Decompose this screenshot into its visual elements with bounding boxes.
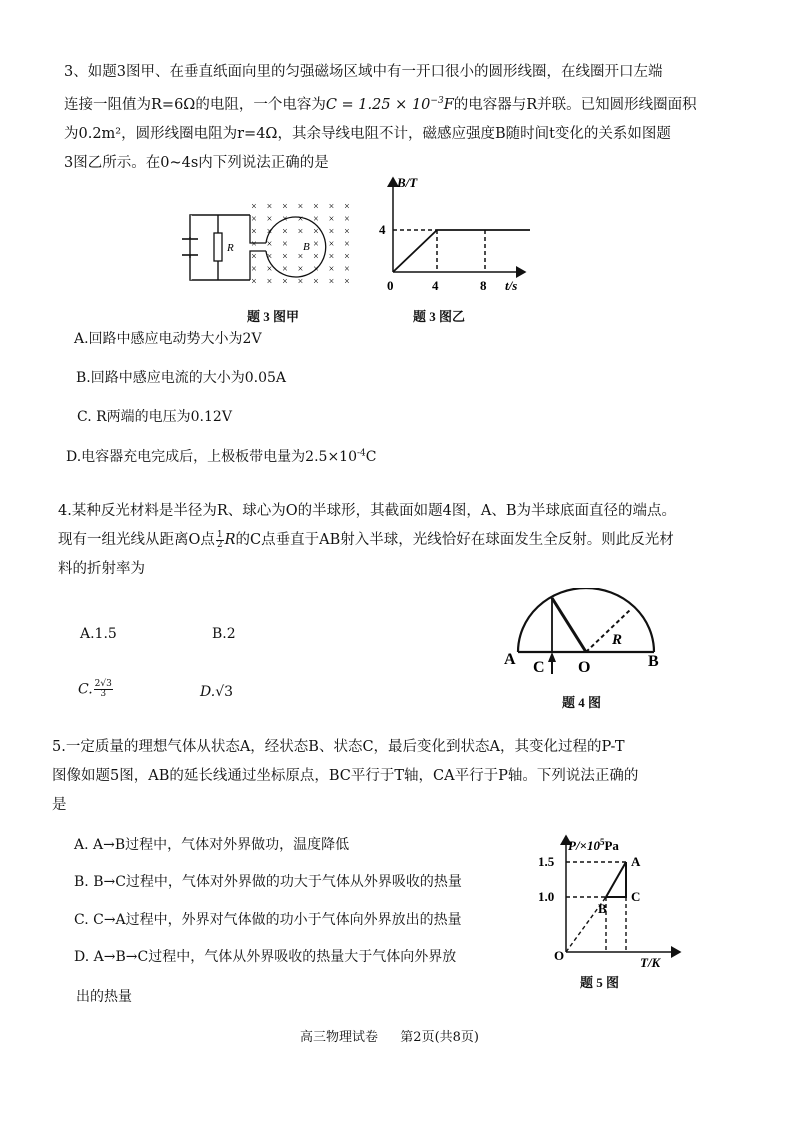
y-tick-4: 4 bbox=[379, 222, 386, 237]
field-cross-mark: × bbox=[344, 238, 350, 250]
x-tick-8: 8 bbox=[480, 278, 487, 293]
q4-line-2b: 的C点垂直于AB射入半球，光线恰好在球面发生全反射。则此反光材 bbox=[235, 532, 674, 548]
q4-frac-num: 1 bbox=[216, 529, 223, 540]
q4-option-d-value: √3 bbox=[215, 684, 234, 700]
origin-label: 0 bbox=[387, 278, 394, 293]
q3-figure-b bbox=[375, 172, 535, 302]
q4-line-3: 料的折射率为 bbox=[58, 561, 145, 577]
footer bbox=[300, 1026, 479, 1045]
q4-radius-symbol: R bbox=[224, 532, 236, 548]
q3-option-d-text: D.电容器充电完成后，上极板带电量为2.5×10 bbox=[66, 449, 357, 465]
q5-option-a[interactable]: A. A→B过程中，气体对外界做功，温度降低 bbox=[74, 837, 350, 853]
x-axis-label: t/s bbox=[505, 278, 518, 293]
q4-option-d-label: D. bbox=[200, 684, 216, 700]
p-axis-label-b: Pa bbox=[604, 838, 619, 853]
resistor-label: R bbox=[227, 242, 234, 254]
q3-figure-a bbox=[180, 195, 360, 295]
p-axis-label-a: P/×10 bbox=[568, 838, 600, 853]
q3-cap-value: C = 1.25 × 10 bbox=[325, 96, 431, 113]
q4-frac-den: 2 bbox=[216, 539, 223, 550]
field-cross-mark: × bbox=[297, 263, 304, 275]
t-axis-label: T/K bbox=[640, 955, 661, 970]
q5-line-3: 是 bbox=[52, 797, 67, 813]
field-cross-mark: × bbox=[251, 213, 257, 225]
field-cross-mark: × bbox=[251, 251, 257, 263]
field-cross-mark: × bbox=[313, 201, 319, 213]
q5-figure bbox=[530, 830, 705, 975]
q3-stem bbox=[64, 58, 744, 178]
q4-fraction bbox=[216, 531, 224, 550]
field-cross-mark: × bbox=[282, 251, 288, 263]
field-cross-mark: × bbox=[282, 226, 288, 238]
q3-option-d[interactable] bbox=[66, 446, 376, 466]
field-cross-mark: × bbox=[282, 238, 288, 250]
p-axis-label-exp: 5 bbox=[599, 837, 605, 847]
p-axis-label bbox=[568, 837, 619, 853]
p-tick-1-0: 1.0 bbox=[538, 889, 555, 904]
q4-figure-caption: 题 4 图 bbox=[562, 695, 602, 710]
q4-line-2a: 现有一组光线从距离O点 bbox=[58, 532, 215, 548]
field-cross-mark: × bbox=[328, 226, 335, 238]
field-cross-mark: × bbox=[251, 263, 257, 275]
q4-option-b[interactable]: B.2 bbox=[212, 626, 236, 642]
cycle-path bbox=[606, 862, 626, 897]
q3-line-1: 3、如题3图甲、在垂直纸面向里的匀强磁场区域中有一开口很小的圆形线圈，在线圈开口左端 bbox=[64, 64, 663, 80]
q4-stem bbox=[58, 497, 748, 584]
field-cross-mark: × bbox=[251, 201, 257, 213]
q4-option-c[interactable] bbox=[78, 680, 114, 699]
p-tick-1-5: 1.5 bbox=[538, 854, 555, 869]
q4-option-c-label: C. bbox=[78, 681, 93, 698]
q3-line-2a: 连接一阻值为R=6Ω的电阻，一个电容为 bbox=[64, 96, 326, 113]
footer-title: 高三物理试卷 bbox=[300, 1030, 379, 1045]
field-cross-mark: × bbox=[313, 238, 319, 250]
q4-line-2 bbox=[58, 526, 748, 555]
q4-option-d[interactable] bbox=[200, 684, 233, 700]
q5-figure-caption: 题 5 图 bbox=[580, 975, 620, 990]
q5-option-d[interactable]: D. A→B→C过程中，气体从外界吸收的热量大于气体向外界放 bbox=[74, 949, 457, 965]
state-b-label: B bbox=[598, 901, 607, 916]
radius-dashed bbox=[586, 610, 630, 652]
field-cross-mark: × bbox=[344, 201, 350, 213]
q3-option-c[interactable]: C. R两端的电压为0.12V bbox=[77, 409, 232, 425]
reflected-ray bbox=[552, 598, 586, 652]
field-cross-mark: × bbox=[313, 263, 319, 275]
b-t-curve bbox=[393, 230, 530, 272]
state-a-label: A bbox=[631, 854, 641, 869]
field-cross-mark: × bbox=[328, 263, 335, 275]
field-cross-mark: × bbox=[282, 201, 288, 213]
state-c-label: C bbox=[631, 889, 641, 904]
field-cross-mark: × bbox=[344, 213, 350, 225]
q4-figure bbox=[498, 588, 668, 678]
field-cross-mark: × bbox=[251, 226, 257, 238]
field-cross-mark: × bbox=[297, 226, 304, 238]
q3-line-2 bbox=[64, 87, 744, 120]
origin-label: O bbox=[554, 948, 565, 963]
point-c-label: C bbox=[533, 659, 545, 676]
q3-line-3: 为0.2m²，圆形线圈电阻为r=4Ω，其余导线电阻不计，磁感应强度B随时间t变化的关系如图题 bbox=[64, 125, 671, 142]
q3-option-d-unit: C bbox=[365, 449, 377, 465]
q3-option-b[interactable]: B.回路中感应电流的大小为0.05A bbox=[76, 370, 287, 386]
q3-figure-a-caption: 题 3 图甲 bbox=[247, 309, 300, 324]
field-cross-mark: × bbox=[266, 263, 273, 275]
field-cross-mark: × bbox=[328, 201, 335, 213]
field-cross-mark: × bbox=[328, 276, 335, 288]
field-cross-mark: × bbox=[251, 276, 257, 288]
field-cross-mark: × bbox=[282, 263, 288, 275]
q4-option-c-num: 2√3 bbox=[94, 679, 112, 689]
q3-capacitance bbox=[326, 97, 454, 113]
field-label: B bbox=[303, 241, 310, 253]
field-cross-mark: × bbox=[313, 251, 319, 263]
point-o-label: O bbox=[578, 659, 591, 676]
q3-option-d-exp: -4 bbox=[356, 448, 366, 459]
field-cross-mark: × bbox=[251, 238, 257, 250]
field-cross-mark: × bbox=[313, 226, 319, 238]
x-tick-4: 4 bbox=[432, 278, 439, 293]
q3-figure-b-caption: 题 3 图乙 bbox=[413, 309, 466, 324]
field-cross-mark: × bbox=[266, 201, 273, 213]
q5-stem bbox=[52, 733, 752, 820]
q3-line-2b: 的电容器与R并联。已知圆形线圈面积 bbox=[453, 96, 697, 113]
q4-option-c-fraction bbox=[94, 680, 113, 699]
q3-cap-exp: −3 bbox=[430, 96, 444, 106]
field-cross-mark: × bbox=[297, 251, 304, 263]
radius-label: R bbox=[612, 632, 623, 648]
field-cross-mark: × bbox=[344, 263, 350, 275]
field-cross-mark: × bbox=[328, 238, 335, 250]
field-cross-mark: × bbox=[297, 201, 304, 213]
field-cross-mark: × bbox=[282, 213, 288, 225]
field-cross-mark: × bbox=[282, 276, 288, 288]
q5-line-2: 图像如题5图，AB的延长线通过坐标原点，BC平行于T轴，CA平行于P轴。下列说法正确的 bbox=[52, 768, 639, 784]
point-b-label: B bbox=[648, 653, 659, 670]
field-cross-mark: × bbox=[344, 251, 350, 263]
magnetic-field-marks bbox=[251, 201, 350, 287]
q3-line-4: 3图乙所示。在0~4s内下列说法正确的是 bbox=[64, 154, 329, 171]
q3-option-a[interactable]: A.回路中感应电动势大小为2V bbox=[74, 331, 262, 347]
field-cross-mark: × bbox=[313, 213, 319, 225]
field-cross-mark: × bbox=[344, 276, 350, 288]
q4-line-1: 4.某种反光材料是半径为R、球心为O的半球形，其截面如题4图，A、B为半球底面直径的端点。 bbox=[58, 503, 676, 519]
q5-option-c[interactable]: C. C→A过程中，外界对气体做的功小于气体向外界放出的热量 bbox=[74, 912, 462, 928]
q5-line-1: 5.一定质量的理想气体从状态A，经状态B、状态C，最后变化到状态A，其变化过程的P-T bbox=[52, 739, 625, 755]
q3-cap-unit: F bbox=[443, 96, 454, 113]
field-cross-mark: × bbox=[328, 251, 335, 263]
resistor bbox=[214, 233, 222, 261]
hemisphere-arc bbox=[518, 588, 654, 652]
q5-option-b[interactable]: B. B→C过程中，气体对外界做的功大于气体从外界吸收的热量 bbox=[74, 874, 462, 890]
field-cross-mark: × bbox=[297, 213, 304, 225]
field-cross-mark: × bbox=[328, 213, 335, 225]
y-axis-label: B/T bbox=[397, 175, 418, 190]
field-cross-mark: × bbox=[297, 276, 304, 288]
point-a-label: A bbox=[504, 651, 516, 668]
field-cross-mark: × bbox=[313, 276, 319, 288]
q4-option-a[interactable]: A.1.5 bbox=[80, 626, 117, 642]
field-cross-mark: × bbox=[266, 276, 273, 288]
q5-option-d-cont: 出的热量 bbox=[76, 989, 132, 1005]
field-cross-mark: × bbox=[266, 226, 273, 238]
field-cross-mark: × bbox=[266, 238, 273, 250]
field-cross-mark: × bbox=[266, 251, 273, 263]
q4-option-c-den: 3 bbox=[100, 689, 107, 699]
footer-page: 第2页(共8页) bbox=[400, 1030, 479, 1045]
field-cross-mark: × bbox=[344, 226, 350, 238]
field-cross-mark: × bbox=[266, 213, 273, 225]
